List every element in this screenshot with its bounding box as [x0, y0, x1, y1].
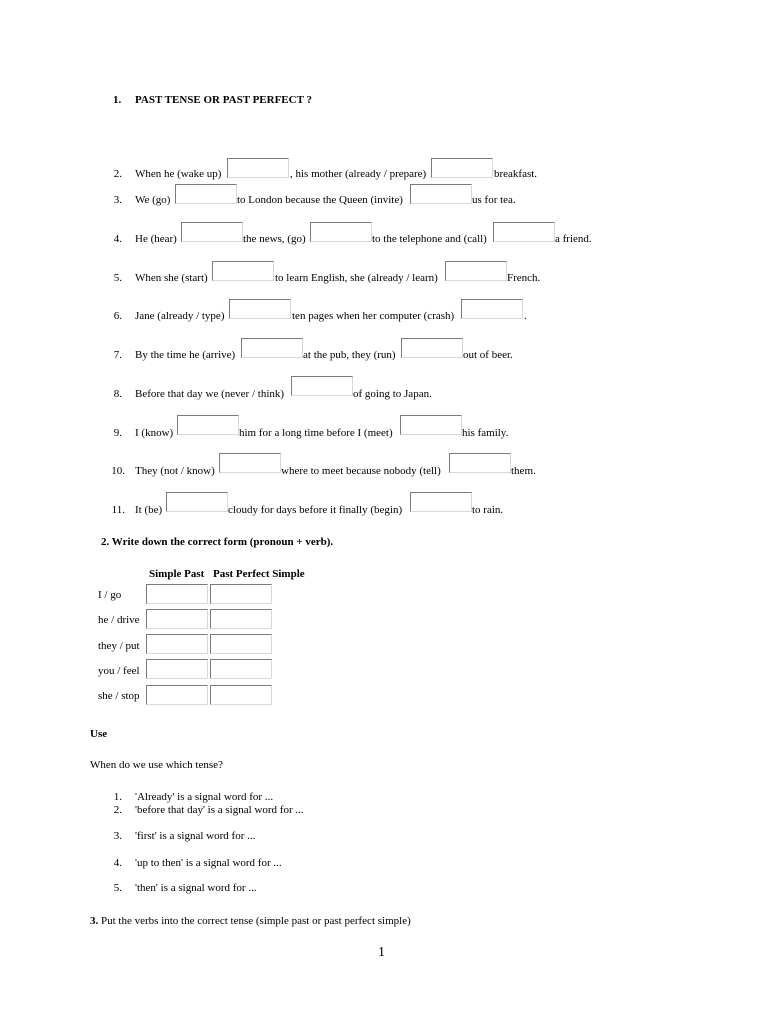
- answer-input[interactable]: [177, 415, 239, 435]
- answer-input[interactable]: [219, 453, 281, 473]
- list-item: 'first' is a signal word for ...: [135, 830, 256, 842]
- pronoun-verb-label: they / put: [98, 640, 140, 652]
- document-page: 1. PAST TENSE OR PAST PERFECT ? 2. When he (wake up) , his mother (already / prepare) breakfast. 3. We (go) to London because the Queen (invite) us for tea. 4. He (hear) the news, (go) to the telephone and (call) a friend. 5. When she (start) to learn English, she (already / learn) French. 6. Jane (already / type) ten pages when her computer (crash) . 7. By the time he (arrive) at the pub, they (run) out of beer. 8. Before that day we (never / think) of going to Japan. 9. I (know) him for a long time before I (meet) his family. 10. They (not / know) where to meet because nobody (tell) them. 11. It (be) cloudy for days before it finally (begin) to rain. 2. Write down the correct form (pronoun + verb). Simple Past Past Perfect Simple I / go he / drive they / put you / feel she / stop Use When do we use which tense? 1. 'Already' is a signal word for ... 2. 'before that day' is a signal word for ... 3. 'first' is a signal word for ... 4. 'up to then' is a signal word for ... 5. 'then' is a signal word for ... 3. Put the verbs into the correct tense (simple past or past perfect simple) 1: [0, 0, 768, 1024]
- pronoun-verb-label: you / feel: [98, 665, 140, 677]
- exercise-item: 4. He (hear) the news, (go) to the telephone and (call) a friend.: [0, 222, 768, 246]
- answer-input[interactable]: [401, 338, 463, 358]
- answer-input[interactable]: [493, 222, 555, 242]
- section3-heading: [90, 915, 411, 928]
- answer-input[interactable]: [310, 222, 372, 242]
- exercise-item: 6. Jane (already / type) ten pages when her computer (crash) .: [0, 299, 768, 323]
- answer-input[interactable]: [241, 338, 303, 358]
- exercise-item: 8. Before that day we (never / think) of going to Japan.: [0, 376, 768, 400]
- answer-input[interactable]: [461, 299, 523, 319]
- simple-past-input[interactable]: [146, 609, 208, 629]
- answer-input[interactable]: [410, 492, 472, 512]
- exercise-item: 11. It (be) cloudy for days before it finally (begin) to rain.: [0, 492, 768, 516]
- past-perfect-input[interactable]: [210, 634, 272, 654]
- list-item: 'Already' is a signal word for ...: [135, 791, 274, 803]
- pronoun-verb-label: he / drive: [98, 614, 140, 626]
- answer-input[interactable]: [175, 184, 237, 204]
- past-perfect-input[interactable]: [210, 685, 272, 705]
- list-item: 'then' is a signal word for ...: [135, 882, 257, 894]
- simple-past-input[interactable]: [146, 659, 208, 679]
- exercise-item: 10. They (not / know) where to meet because nobody (tell) them.: [0, 453, 768, 477]
- answer-input[interactable]: [181, 222, 243, 242]
- simple-past-input[interactable]: [146, 685, 208, 705]
- list-item: 'before that day' is a signal word for ...: [135, 804, 304, 816]
- past-perfect-input[interactable]: [210, 659, 272, 679]
- exercise-item: 7. By the time he (arrive) at the pub, they (run) out of beer.: [0, 338, 768, 362]
- answer-input[interactable]: [212, 261, 274, 281]
- page-number: 1: [378, 945, 385, 960]
- column-header-simple-past: Simple Past: [149, 568, 205, 580]
- section1-number: 1.: [113, 94, 122, 106]
- answer-input[interactable]: [400, 415, 462, 435]
- answer-input[interactable]: [445, 261, 507, 281]
- past-perfect-input[interactable]: [210, 609, 272, 629]
- pronoun-verb-label: she / stop: [98, 690, 140, 702]
- use-heading: Use: [90, 728, 108, 740]
- simple-past-input[interactable]: [146, 634, 208, 654]
- section1-title: PAST TENSE OR PAST PERFECT ?: [135, 94, 312, 106]
- simple-past-input[interactable]: [146, 584, 208, 604]
- answer-input[interactable]: [227, 158, 289, 178]
- use-question: When do we use which tense?: [90, 759, 223, 771]
- section3-text: Put the verbs into the correct tense (simple past or past perfect simple): [98, 915, 411, 927]
- section3-number: 3.: [90, 915, 99, 927]
- exercise-item: 9. I (know) him for a long time before I (meet) his family.: [0, 415, 768, 439]
- past-perfect-input[interactable]: [210, 584, 272, 604]
- pronoun-verb-label: I / go: [98, 589, 122, 601]
- exercise-item: 5. When she (start) to learn English, she (already / learn) French.: [0, 261, 768, 285]
- answer-input[interactable]: [431, 158, 493, 178]
- column-header-past-perfect: Past Perfect Simple: [213, 568, 305, 580]
- exercise-item: 3. We (go) to London because the Queen (invite) us for tea.: [0, 184, 768, 208]
- section2-title: 2. Write down the correct form (pronoun + verb).: [101, 536, 334, 548]
- answer-input[interactable]: [449, 453, 511, 473]
- answer-input[interactable]: [291, 376, 353, 396]
- exercise-item: 2. When he (wake up) , his mother (already / prepare) breakfast.: [0, 158, 768, 182]
- answer-input[interactable]: [166, 492, 228, 512]
- list-item: 'up to then' is a signal word for ...: [135, 857, 282, 869]
- answer-input[interactable]: [410, 184, 472, 204]
- answer-input[interactable]: [229, 299, 291, 319]
